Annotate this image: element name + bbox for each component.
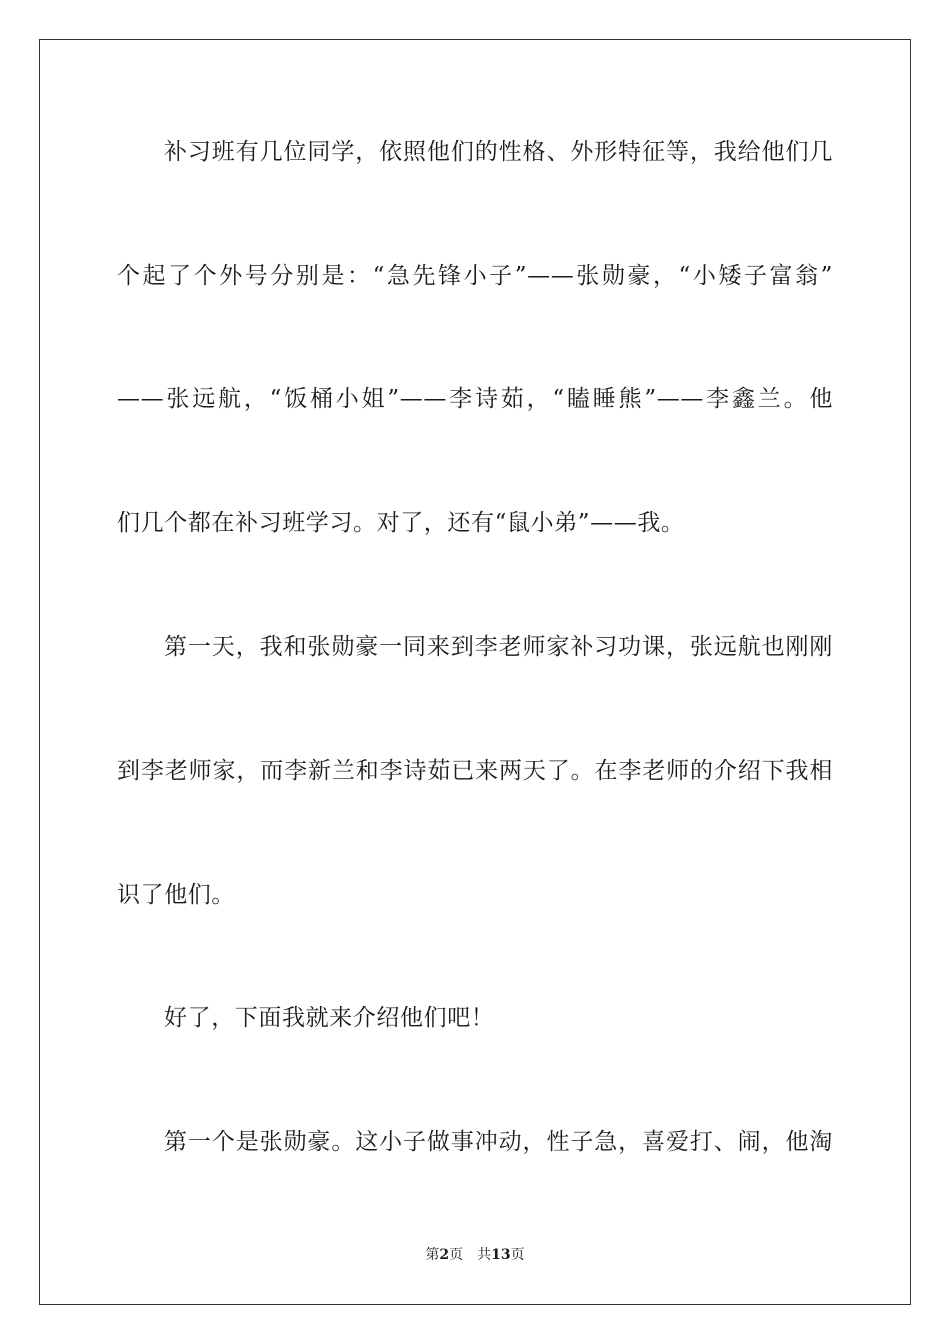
paragraph-2-line-2: 到李老师家，而李新兰和李诗茹已来两天了。在李老师的介绍下我相 (117, 758, 833, 784)
footer-total-suffix: 页 (510, 1247, 525, 1263)
footer-total-prefix: 共 (477, 1247, 492, 1263)
paragraph-1-line-1: 补习班有几位同学，依照他们的性格、外形特征等，我给他们几 (164, 139, 833, 165)
paragraph-2-line-3: 识了他们。 (117, 882, 235, 908)
paragraph-3-line-1: 好了，下面我就来介绍他们吧！ (164, 1005, 495, 1031)
footer-total-number: 13 (491, 1247, 511, 1263)
footer-page-suffix: 页 (449, 1247, 464, 1263)
paragraph-1-line-3: ——张远航，“饭桶小姐”——李诗茹，“瞌睡熊”——李鑫兰。他 (117, 386, 833, 412)
page-footer (0, 1246, 950, 1264)
footer-page-number: 2 (439, 1247, 450, 1263)
paragraph-1-line-2: 个起了个外号分别是：“急先锋小子”——张勋豪，“小矮子富翁” (117, 263, 833, 289)
paragraph-2-line-1: 第一天，我和张勋豪一同来到李老师家补习功课，张远航也刚刚 (164, 634, 833, 660)
footer-page-prefix: 第 (425, 1247, 440, 1263)
paragraph-4-line-1: 第一个是张勋豪。这小子做事冲动，性子急，喜爱打、闹，他淘 (164, 1129, 833, 1155)
page-border (39, 39, 911, 1305)
paragraph-1-line-4: 们几个都在补习班学习。对了，还有“鼠小弟”——我。 (117, 510, 685, 536)
